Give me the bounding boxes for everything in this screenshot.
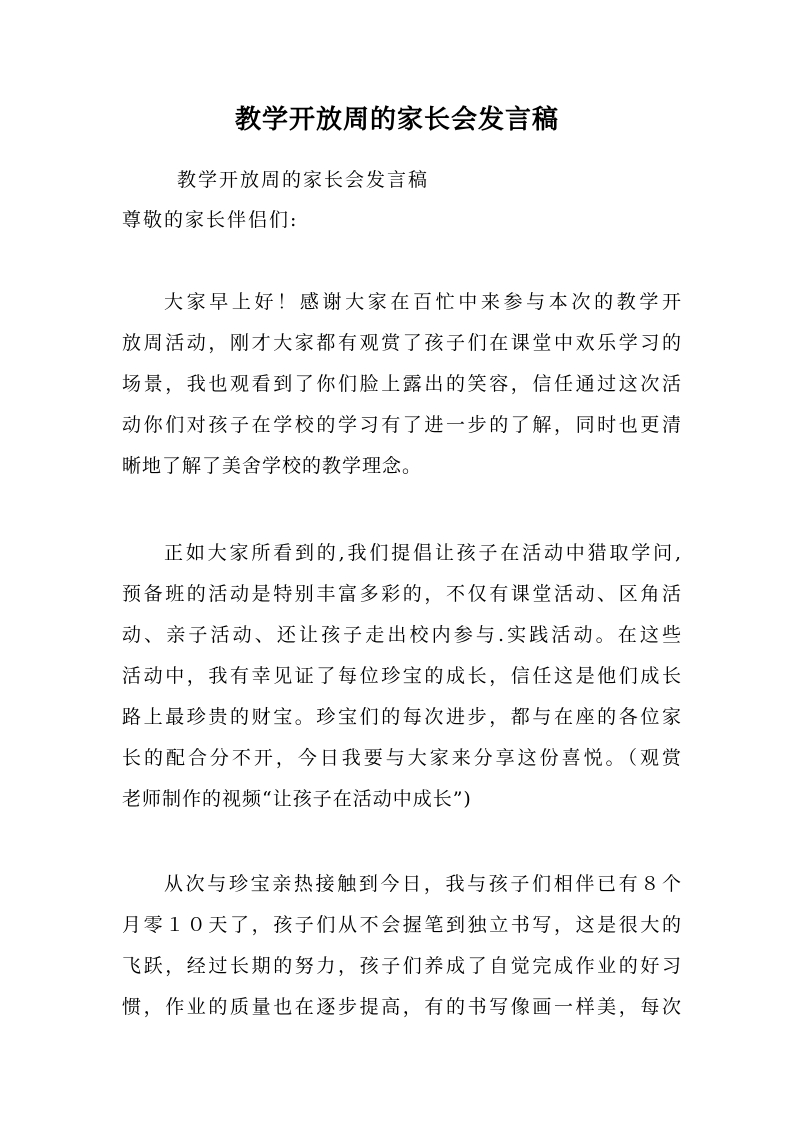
paragraph-line: 动你们对孩子在学校的学习有了进一步的了解，同时也更清 [122, 414, 682, 436]
paragraph-line: 活动中，我有幸见证了每位珍宝的成长，信任这是他们成长 [122, 665, 682, 687]
paragraph-line: 月零１０天了，孩子们从不会握笔到独立书写，这是很大的 [122, 914, 682, 936]
paragraph-line: 预备班的活动是特别丰富多彩的，不仅有课堂活动、区角活 [122, 583, 682, 605]
paragraph-line: 飞跃，经过长期的努力，孩子们养成了自觉完成作业的好习 [122, 955, 682, 977]
paragraph-line: 惯，作业的质量也在逐步提高，有的书写像画一样美，每次 [122, 996, 682, 1018]
paragraph-line: 动、亲子活动、还让孩子走出校内参与.实践活动。在这些 [122, 624, 682, 646]
paragraph-line: 长的配合分不开，今日我要与大家来分享这份喜悦。（观赏 [122, 747, 682, 769]
document-title: 教学开放周的家长会发言稿 [234, 105, 559, 135]
paragraph-line: 晰地了解了美舍学校的教学理念。 [122, 455, 423, 477]
paragraph-2 [122, 533, 682, 820]
paragraph-line: 从次与珍宝亲热接触到今日，我与孩子们相伴已有８个 [164, 873, 682, 895]
paragraph-line: 正如大家所看到的,我们提倡让孩子在活动中猎取学问, [164, 542, 682, 564]
salutation: 尊敬的家长伴侣们: [122, 209, 299, 231]
paragraph-3 [122, 864, 682, 1028]
paragraph-line: 放周活动，刚才大家都有观赏了孩子们在课堂中欢乐学习的 [122, 332, 682, 354]
paragraph-1 [122, 282, 682, 487]
paragraph-line: 大家早上好！感谢大家在百忙中来参与本次的教学开 [164, 291, 682, 313]
paragraph-line: 老师制作的视频“让孩子在活动中成长”) [122, 788, 472, 810]
document-subtitle: 教学开放周的家长会发言稿 [177, 169, 430, 191]
paragraph-line: 场景，我也观看到了你们脸上露出的笑容，信任通过这次活 [122, 373, 682, 395]
paragraph-line: 路上最珍贵的财宝。珍宝们的每次进步，都与在座的各位家 [122, 706, 682, 728]
